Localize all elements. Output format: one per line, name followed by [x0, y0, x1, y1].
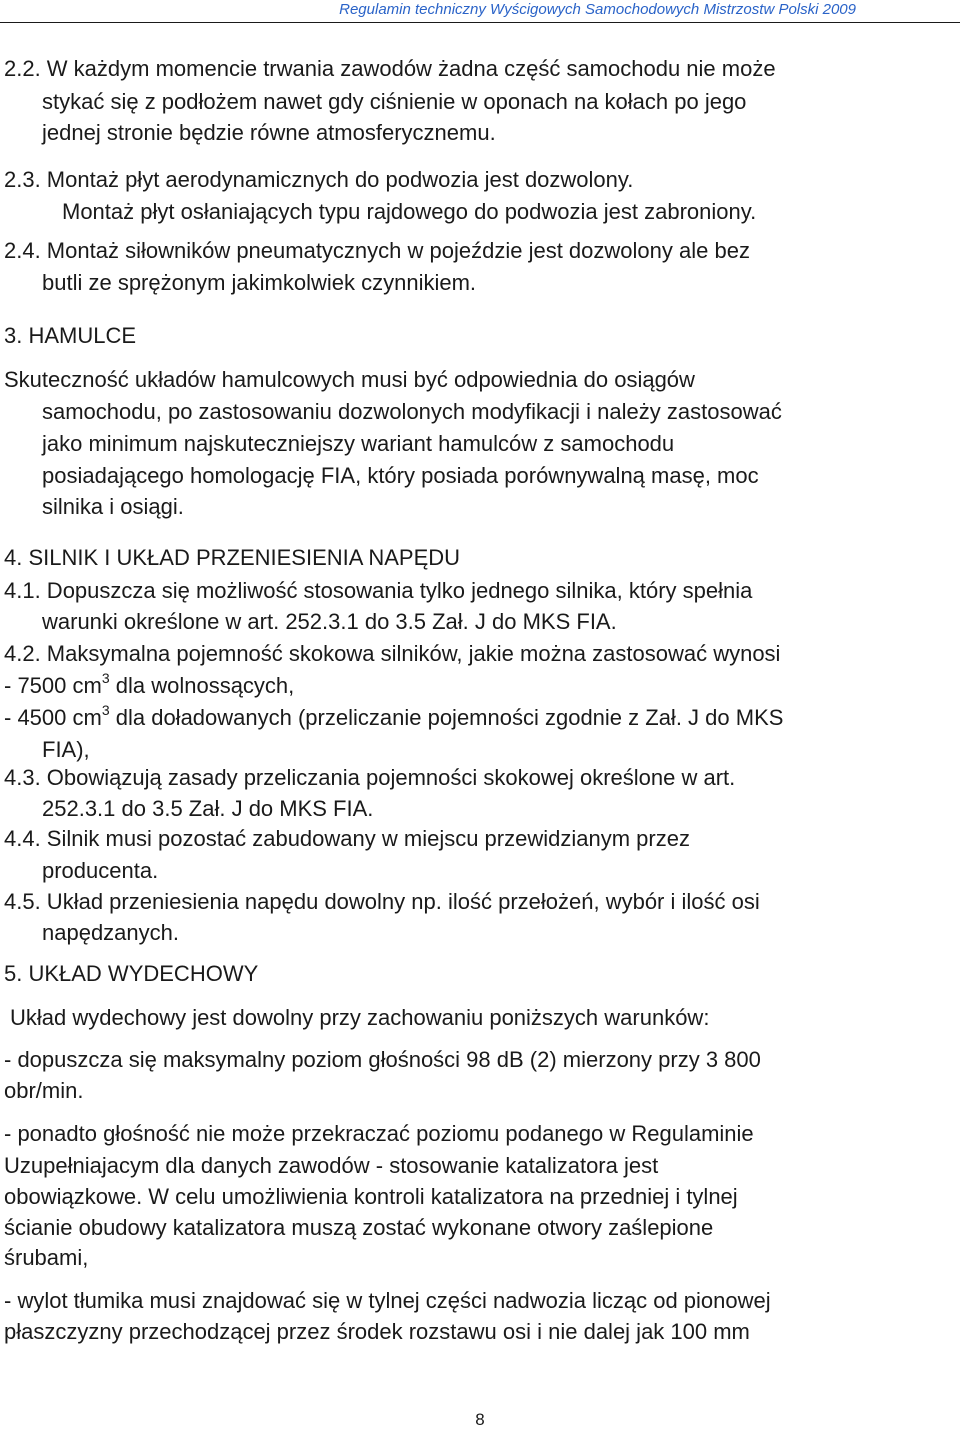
exhaust-rule-line: obowiązkowe. W celu umożliwienia kontroli katalizatora na przedniej i tylnej — [4, 1184, 738, 1209]
heading-wydech: 5. UKŁAD WYDECHOWY — [4, 961, 259, 986]
exhaust-rule-line: ścianie obudowy katalizatora muszą zostać wykonane otwory zaślepione — [4, 1215, 714, 1240]
heading-silnik: 4. SILNIK I UKŁAD PRZENIESIENIA NAPĘDU — [4, 545, 461, 570]
section-2-3-line: Montaż płyt osłaniających typu rajdowego do podwozia jest zabroniony. — [62, 199, 757, 224]
brakes-paragraph-line: posiadającego homologację FIA, który posiada porównywalną masę, moc — [42, 463, 759, 488]
section-2-3-line: 2.3. Montaż płyt aerodynamicznych do podwozia jest dozwolony. — [4, 167, 634, 192]
section-4-3-line: 252.3.1 do 3.5 Zał. J do MKS FIA. — [42, 796, 374, 821]
heading-hamulce: 3. HAMULCE — [4, 323, 137, 348]
page-number: 8 — [475, 1410, 485, 1429]
brakes-paragraph-line: silnika i osiągi. — [42, 494, 184, 519]
displacement-line-na: - 7500 $cm^3$ dla wolnossących, — [4, 669, 295, 698]
section-4-1-line: warunki określone w art. 252.3.1 do 3.5 Zał. J do MKS FIA. — [42, 609, 617, 634]
section-4-5-line: 4.5. Układ przeniesienia napędu dowolny np. ilość przełożeń, wybór i ilość osi — [4, 889, 760, 914]
running-header — [0, 0, 960, 23]
section-2-4-line: 2.4. Montaż siłowników pneumatycznych w pojeździe jest dozwolony ale bez — [4, 238, 750, 263]
section-4-1-line: 4.1. Dopuszcza się możliwość stosowania tylko jednego silnika, który spełnia — [4, 578, 753, 603]
exhaust-rule-line: obr/min. — [4, 1078, 84, 1103]
section-2-2-line: jednej stronie będzie równe atmosferycznemu. — [42, 120, 496, 145]
brakes-paragraph-line: samochodu, po zastosowaniu dozwolonych modyfikacji i należy zastosować — [42, 399, 782, 424]
section-2-2-line: 2.2. W każdym momencie trwania zawodów żadna część samochodu nie może — [4, 56, 776, 81]
exhaust-intro: Układ wydechowy jest dowolny przy zachowaniu poniższych warunków: — [10, 1005, 710, 1030]
exhaust-rule-line: płaszczyzny przechodzącej przez środek rozstawu osi i nie dalej jak 100 mm — [4, 1319, 750, 1344]
exhaust-rule-line: Uzupełniajacym dla danych zawodów - stosowanie katalizatora jest — [4, 1153, 659, 1178]
brakes-paragraph-line: Skuteczność układów hamulcowych musi być odpowiednia do osiągów — [4, 367, 695, 392]
section-2-4-line: butli ze sprężonym jakimkolwiek czynnikiem. — [42, 270, 477, 295]
section-4-5-line: napędzanych. — [42, 920, 179, 945]
exhaust-rule-line: - ponadto głośność nie może przekraczać poziomu podanego w Regulaminie — [4, 1121, 754, 1146]
displacement-line-turbo: - 4500 $cm^3$ dla doładowanych (przeliczanie pojemności zgodnie z Zał. J do MKS — [4, 701, 784, 730]
exhaust-rule-line: śrubami, — [4, 1245, 89, 1270]
displacement-line-turbo: FIA), — [42, 737, 90, 762]
document-title: Regulamin techniczny Wyścigowych Samochodowych Mistrzostw Polski 2009 — [339, 1, 856, 18]
section-4-2-line: 4.2. Maksymalna pojemność skokowa silników, jakie można zastosować wynosi — [4, 641, 781, 666]
section-4-4-line: producenta. — [42, 858, 159, 883]
exhaust-rule-line: - wylot tłumika musi znajdować się w tylnej części nadwozia licząc od pionowej — [4, 1288, 771, 1313]
section-4-3-line: 4.3. Obowiązują zasady przeliczania pojemności skokowej określone w art. — [4, 765, 736, 790]
brakes-paragraph-line: jako minimum najskuteczniejszy wariant hamulców z samochodu — [42, 431, 675, 456]
exhaust-rule-line: - dopuszcza się maksymalny poziom głośności 98 dB (2) mierzony przy 3 800 — [4, 1047, 761, 1072]
section-2-2-line: stykać się z podłożem nawet gdy ciśnienie w oponach na kołach po jego — [42, 89, 747, 114]
section-4-4-line: 4.4. Silnik musi pozostać zabudowany w miejscu przewidzianym przez — [4, 826, 690, 851]
